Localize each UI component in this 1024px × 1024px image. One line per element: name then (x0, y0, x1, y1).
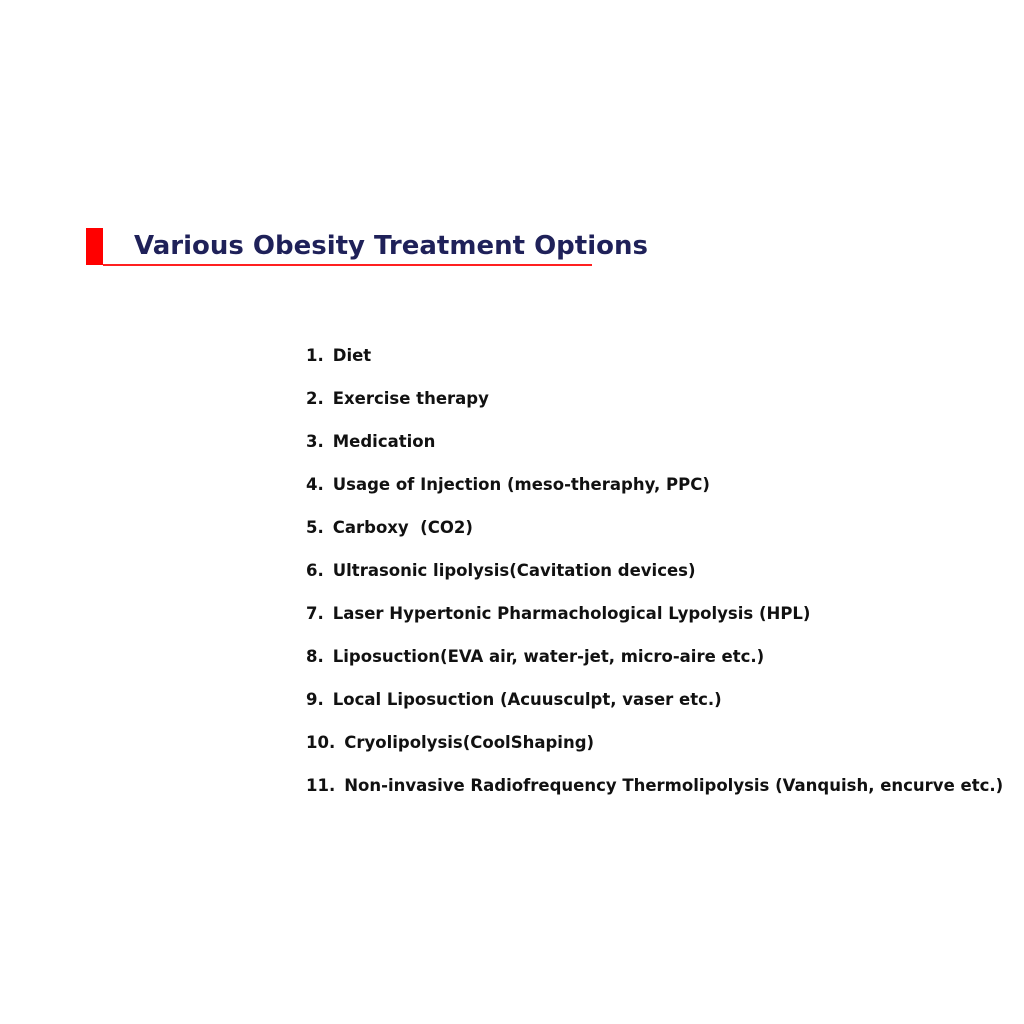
list-item-text: Medication (332, 432, 436, 451)
list-item-number: 1. (306, 346, 324, 365)
list-item-number: 9. (306, 690, 324, 709)
list-item-number: 4. (306, 475, 324, 494)
list-item-text: Diet (332, 346, 372, 365)
list-item-text: Cryolipolysis(CoolShaping) (344, 733, 595, 752)
list-item-text: Usage of Injection (meso-theraphy, PPC) (332, 475, 710, 494)
list-item-text: Ultrasonic lipolysis(Cavitation devices) (332, 561, 696, 580)
list-item-text: Carboxy (CO2) (332, 518, 473, 537)
list-item-number: 10. (306, 733, 336, 752)
list-item (306, 472, 1003, 515)
list-item-number: 7. (306, 604, 324, 623)
list-item-number: 6. (306, 561, 324, 580)
list-item (306, 601, 1003, 644)
list-item (306, 515, 1003, 558)
list-item (306, 687, 1003, 730)
list-item (306, 429, 1003, 472)
list-item (306, 773, 1003, 816)
list-item-text: Non-invasive Radiofrequency Thermolipolysis (Vanquish, encurve etc.) (344, 776, 1004, 795)
title-block (86, 228, 648, 266)
list-item-text: Local Liposuction (Acuusculpt, vaser etc.) (332, 690, 722, 709)
list-item (306, 386, 1003, 429)
list-item-number: 8. (306, 647, 324, 666)
list-item-text: Liposuction(EVA air, water-jet, micro-aire etc.) (332, 647, 765, 666)
list-item-text: Laser Hypertonic Pharmachological Lypolysis (HPL) (332, 604, 811, 623)
list-item-number: 2. (306, 389, 324, 408)
slide-title: Various Obesity Treatment Options (134, 231, 648, 261)
title-accent-bar (86, 228, 103, 265)
list-item-number: 5. (306, 518, 324, 537)
list-item (306, 730, 1003, 773)
treatment-options-list (306, 343, 1003, 816)
list-item (306, 558, 1003, 601)
list-item-number: 3. (306, 432, 324, 451)
list-item (306, 644, 1003, 687)
list-item-number: 11. (306, 776, 336, 795)
title-underline (103, 264, 592, 266)
list-item (306, 343, 1003, 386)
list-item-text: Exercise therapy (332, 389, 489, 408)
